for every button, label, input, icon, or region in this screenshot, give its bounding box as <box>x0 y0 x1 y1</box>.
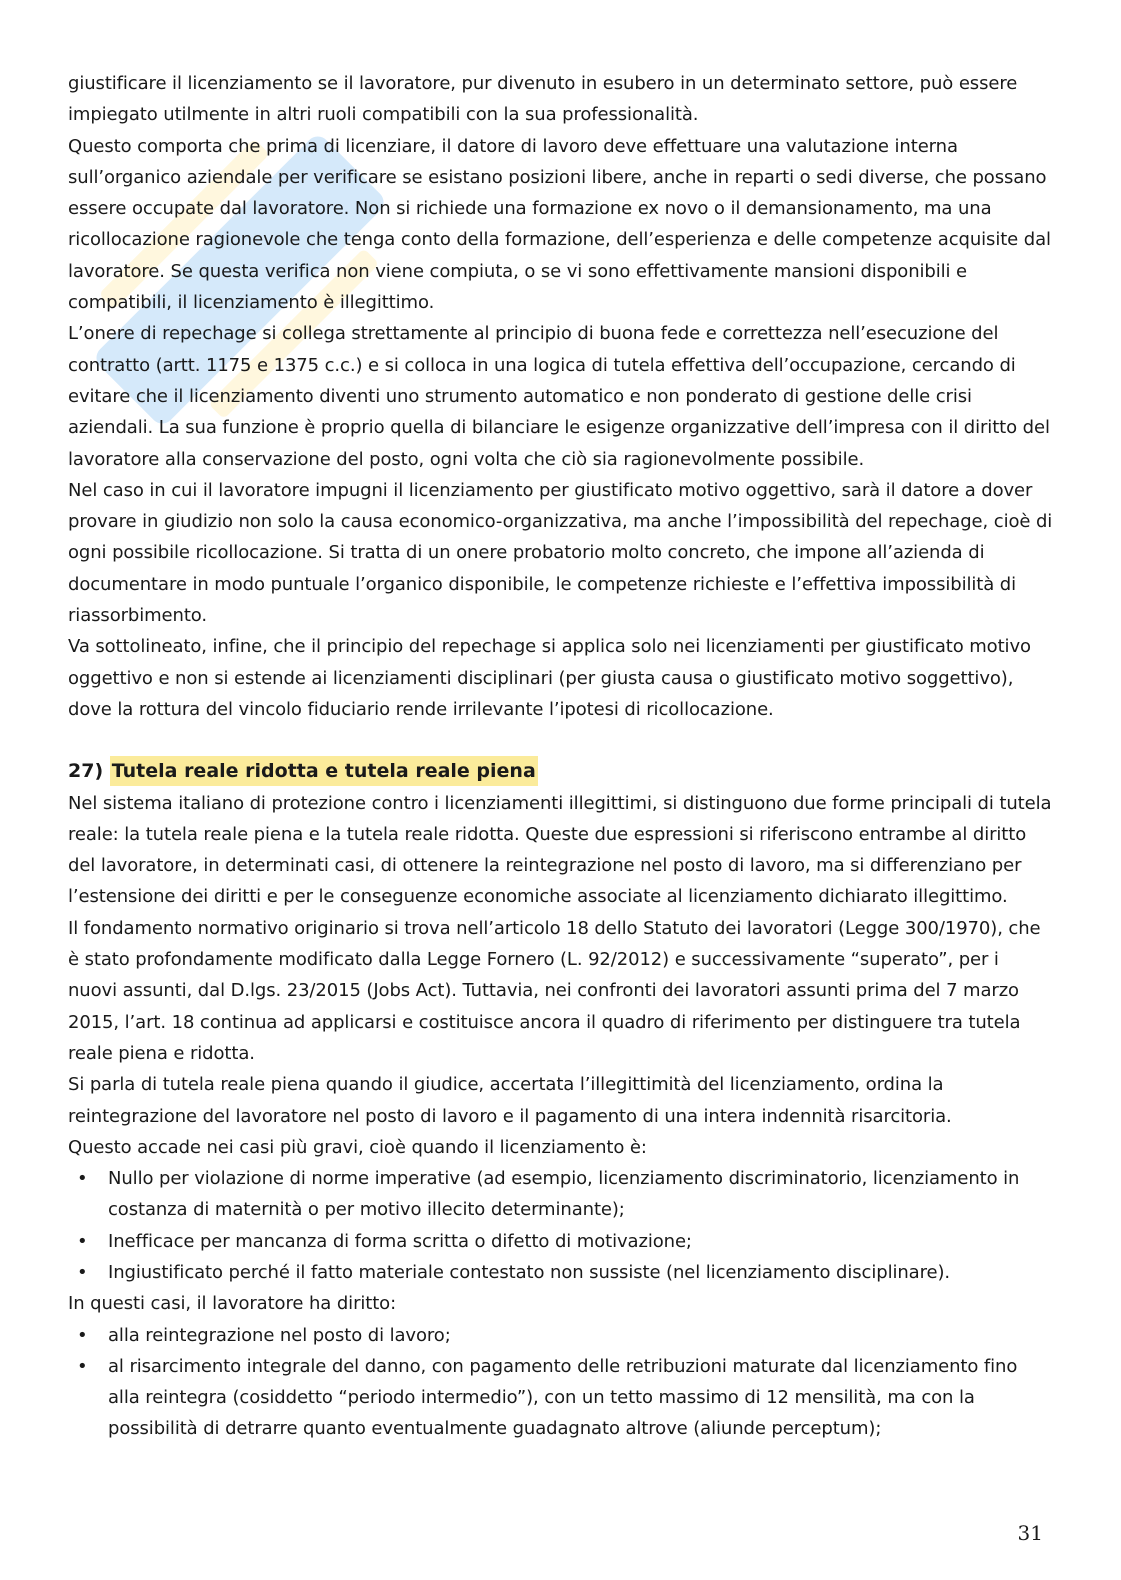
paragraph: Il fondamento normativo originario si trova nell’articolo 18 dello Statuto dei lavoratori (Legge 300/1970), che è stato profondamente modificato dalla Legge Fornero (L. 92/2012) e successivamente “superato”, per i nuovi assunti, dal D.lgs. 23/2015 (Jobs Act). Tuttavia, nei confronti dei lavoratori assunti prima del 7 marzo 2015, l’art. 18 continua ad applicarsi e costituisce ancora il quadro di riferimento per distinguere tra tutela reale piena e ridotta. <box>68 917 1041 1064</box>
cases-list <box>68 1163 1053 1288</box>
section-title: Tutela reale ridotta e tutela reale piena <box>110 756 538 786</box>
bullet-icon: • <box>77 1230 88 1252</box>
list-item: • alla reintegrazione nel posto di lavoro; <box>68 1320 1053 1351</box>
paragraph: Si parla di tutela reale piena quando il giudice, accertata l’illegittimità del licenziamento, ordina la reintegrazione del lavoratore nel posto di lavoro e il pagamento di una intera indennità risarcitoria. <box>68 1074 952 1127</box>
paragraph: L’onere di repechage si collega strettamente al principio di buona fede e correttezza nell’esecuzione del contratto (artt. 1175 e 1375 c.c.) e si colloca in una logica di tutela effettiva dell’occupazione, cercando di evitare che il licenziamento diventi uno strumento automatico e non ponderato di gestione delle crisi aziendali. La sua funzione è proprio quella di bilanciare le esigenze organizzative dell’impresa con il diritto del lavoratore alla conservazione del posto, ogni volta che ciò sia ragionevolmente possibile. <box>68 323 1050 470</box>
section-number: 27) <box>68 760 104 783</box>
paragraph: Va sottolineato, infine, che il principio del repechage si applica solo nei licenziamenti per giustificato motivo oggettivo e non si estende ai licenziamenti disciplinari (per giusta causa o giustificato motivo soggettivo), dove la rottura del vincolo fiduciario rende irrilevante l’ipotesi di ricollocazione. <box>68 636 1031 720</box>
bullet-icon: • <box>77 1355 88 1377</box>
bullet-icon: • <box>77 1261 88 1283</box>
list-item: • al risarcimento integrale del danno, con pagamento delle retribuzioni maturate dal licenziamento fino alla reintegra (cosiddetto “periodo intermedio”), con un tetto massimo di 12 mensilità, ma con la possibilità di detrarre quanto eventualmente guadagnato altrove (aliunde perceptum); <box>68 1351 1053 1445</box>
page-content <box>68 68 1053 1445</box>
list-item: • Ingiustificato perché il fatto materiale contestato non sussiste (nel licenziamento disciplinare). <box>68 1257 1053 1288</box>
bullet-icon: • <box>77 1324 88 1346</box>
paragraph: giustificare il licenziamento se il lavoratore, pur divenuto in esubero in un determinato settore, può essere impiegato utilmente in altri ruoli compatibili con la sua professionalità. <box>68 73 1018 126</box>
page-number: 31 <box>1017 1521 1043 1545</box>
paragraph: Nel sistema italiano di protezione contro i licenziamenti illegittimi, si distinguono due forme principali di tutela reale: la tutela reale piena e la tutela reale ridotta. Queste due espressioni si riferiscono entrambe al diritto del lavoratore, in determinati casi, di ottenere la reintegrazione nel posto di lavoro, ma si differenziano per l’estensione dei diritti e per le conseguenze economiche associate al licenziamento dichiarato illegittimo. <box>68 792 1052 908</box>
list-item: • Nullo per violazione di norme imperative (ad esempio, licenziamento discriminatorio, licenziamento in costanza di maternità o per motivo illecito determinante); <box>68 1163 1053 1226</box>
rights-list <box>68 1320 1053 1445</box>
paragraph: Questo comporta che prima di licenziare, il datore di lavoro deve effettuare una valutazione interna sull’organico aziendale per verificare se esistano posizioni libere, anche in reparti o sedi diverse, che possano essere occupate dal lavoratore. Non si richiede una formazione ex novo o il demansionamento, ma una ricollocazione ragionevole che tenga conto della formazione, dell’esperienza e delle competenze acquisite dal lavoratore. Se questa verifica non viene compiuta, o se vi sono effettivamente mansioni disponibili e compatibili, il licenziamento è illegittimo. <box>68 135 1051 314</box>
section-heading <box>68 756 1053 787</box>
paragraph: Questo accade nei casi più gravi, cioè quando il licenziamento è: <box>68 1136 647 1158</box>
paragraph: In questi casi, il lavoratore ha diritto: <box>68 1293 397 1315</box>
paragraph: Nel caso in cui il lavoratore impugni il licenziamento per giustificato motivo oggettivo, sarà il datore a dover provare in giudizio non solo la causa economico-organizzativa, ma anche l’impossibilità del repechage, cioè di ogni possibile ricollocazione. Si tratta di un onere probatorio molto concreto, che impone all’azienda di documentare in modo puntuale l’organico disponibile, le competenze richieste e l’effettiva impossibilità di riassorbimento. <box>68 479 1053 627</box>
bullet-icon: • <box>77 1168 88 1190</box>
list-item: • Inefficace per mancanza di forma scritta o difetto di motivazione; <box>68 1226 1053 1257</box>
